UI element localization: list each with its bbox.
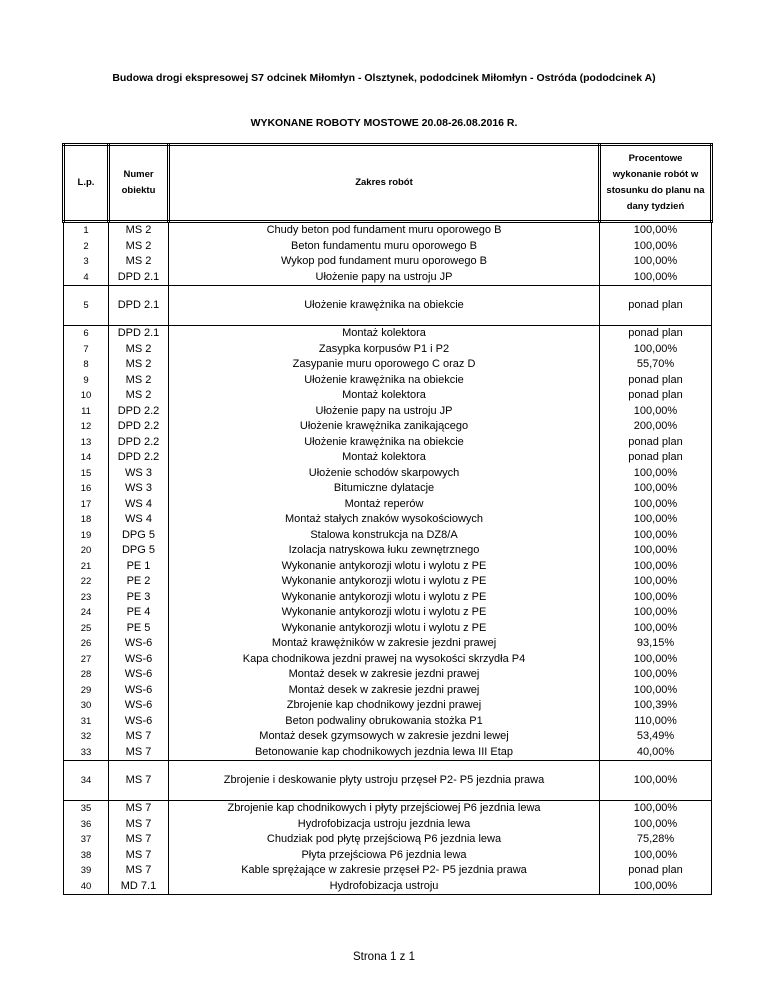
cell-scope: Montaż kolektora bbox=[169, 326, 600, 342]
cell-object-number: WS 4 bbox=[109, 512, 169, 528]
cell-object-number: PE 3 bbox=[109, 590, 169, 606]
cell-lp: 25 bbox=[64, 621, 109, 637]
table-row bbox=[64, 636, 712, 652]
cell-percent: ponad plan bbox=[600, 286, 712, 326]
cell-lp: 11 bbox=[64, 404, 109, 420]
cell-percent: 100,00% bbox=[600, 683, 712, 699]
cell-object-number: MS 2 bbox=[109, 254, 169, 270]
cell-percent: 75,28% bbox=[600, 832, 712, 848]
cell-scope: Beton podwaliny obrukowania stożka P1 bbox=[169, 714, 600, 730]
cell-lp: 34 bbox=[64, 761, 109, 801]
header-object-number: Numer obiektu bbox=[109, 145, 169, 222]
cell-scope: Ułożenie krawężnika na obiekcie bbox=[169, 435, 600, 451]
cell-scope: Chudy beton pod fundament muru oporowego B bbox=[169, 222, 600, 239]
table-row bbox=[64, 512, 712, 528]
cell-object-number: MS 7 bbox=[109, 745, 169, 761]
cell-percent: 100,00% bbox=[600, 497, 712, 513]
cell-percent: 100,00% bbox=[600, 574, 712, 590]
cell-lp: 4 bbox=[64, 270, 109, 286]
cell-scope: Beton fundamentu muru oporowego B bbox=[169, 239, 600, 255]
cell-object-number: MS 7 bbox=[109, 729, 169, 745]
cell-scope: Ułożenie papy na ustroju JP bbox=[169, 404, 600, 420]
cell-object-number: WS-6 bbox=[109, 683, 169, 699]
cell-lp: 10 bbox=[64, 388, 109, 404]
cell-percent: 100,00% bbox=[600, 342, 712, 358]
table-row bbox=[64, 239, 712, 255]
cell-lp: 27 bbox=[64, 652, 109, 668]
table-row bbox=[64, 435, 712, 451]
cell-lp: 38 bbox=[64, 848, 109, 864]
cell-object-number: DPG 5 bbox=[109, 528, 169, 544]
cell-scope: Zbrojenie kap chodnikowy jezdni prawej bbox=[169, 698, 600, 714]
cell-percent: 100,00% bbox=[600, 466, 712, 482]
cell-lp: 39 bbox=[64, 863, 109, 879]
cell-scope: Montaż reperów bbox=[169, 497, 600, 513]
cell-scope: Montaż kolektora bbox=[169, 388, 600, 404]
cell-object-number: MS 7 bbox=[109, 801, 169, 817]
row-group bbox=[64, 222, 712, 286]
document-subtitle: WYKONANE ROBOTY MOSTOWE 20.08-26.08.2016 R. bbox=[250, 117, 518, 129]
cell-percent: 100,00% bbox=[600, 528, 712, 544]
cell-lp: 22 bbox=[64, 574, 109, 590]
cell-object-number: PE 1 bbox=[109, 559, 169, 575]
table-row bbox=[64, 590, 712, 606]
cell-lp: 9 bbox=[64, 373, 109, 389]
cell-percent: 100,00% bbox=[600, 270, 712, 286]
table-row bbox=[64, 419, 712, 435]
table-row bbox=[64, 543, 712, 559]
cell-percent: ponad plan bbox=[600, 326, 712, 342]
cell-scope: Zbrojenie i deskowanie płyty ustroju przęseł P2- P5 jezdnia prawa bbox=[169, 761, 600, 801]
cell-lp: 21 bbox=[64, 559, 109, 575]
cell-percent: 100,00% bbox=[600, 590, 712, 606]
header-percent: Procentowe wykonanie robót w stosunku do planu na dany tydzień bbox=[600, 145, 712, 222]
table-row bbox=[64, 466, 712, 482]
cell-scope: Hydrofobizacja ustroju jezdnia lewa bbox=[169, 817, 600, 833]
table-row bbox=[64, 342, 712, 358]
cell-scope: Bitumiczne dylatacje bbox=[169, 481, 600, 497]
cell-lp: 28 bbox=[64, 667, 109, 683]
cell-object-number: WS-6 bbox=[109, 652, 169, 668]
cell-object-number: MS 7 bbox=[109, 848, 169, 864]
cell-percent: 100,00% bbox=[600, 605, 712, 621]
cell-scope: Hydrofobizacja ustroju bbox=[169, 879, 600, 895]
cell-lp: 14 bbox=[64, 450, 109, 466]
document-title: Budowa drogi ekspresowej S7 odcinek Miłomłyn - Olsztynek, pododcinek Miłomłyn - Ostróda (pododcinek A) bbox=[112, 72, 656, 84]
cell-percent: 100,00% bbox=[600, 481, 712, 497]
cell-scope: Kable sprężające w zakresie przęseł P2- P5 jezdnia prawa bbox=[169, 863, 600, 879]
cell-scope: Betonowanie kap chodnikowych jezdnia lewa III Etap bbox=[169, 745, 600, 761]
cell-scope: Wykonanie antykorozji wlotu i wylotu z PE bbox=[169, 621, 600, 637]
cell-percent: 100,00% bbox=[600, 543, 712, 559]
table-row bbox=[64, 848, 712, 864]
cell-lp: 40 bbox=[64, 879, 109, 895]
cell-lp: 36 bbox=[64, 817, 109, 833]
cell-percent: ponad plan bbox=[600, 863, 712, 879]
table-row bbox=[64, 404, 712, 420]
cell-object-number: DPD 2.2 bbox=[109, 419, 169, 435]
cell-scope: Wykonanie antykorozji wlotu i wylotu z PE bbox=[169, 574, 600, 590]
table-row bbox=[64, 729, 712, 745]
cell-lp: 13 bbox=[64, 435, 109, 451]
cell-percent: ponad plan bbox=[600, 373, 712, 389]
cell-scope: Wykonanie antykorozji wlotu i wylotu z PE bbox=[169, 605, 600, 621]
works-table bbox=[62, 143, 713, 895]
cell-scope: Zasypka korpusów P1 i P2 bbox=[169, 342, 600, 358]
cell-object-number: PE 5 bbox=[109, 621, 169, 637]
table-row bbox=[64, 254, 712, 270]
cell-percent: 100,00% bbox=[600, 667, 712, 683]
cell-percent: 100,00% bbox=[600, 404, 712, 420]
cell-object-number: WS-6 bbox=[109, 667, 169, 683]
cell-object-number: DPD 2.1 bbox=[109, 270, 169, 286]
table-row bbox=[64, 761, 712, 801]
cell-object-number: WS 3 bbox=[109, 466, 169, 482]
cell-scope: Ułożenie krawężnika na obiekcie bbox=[169, 286, 600, 326]
cell-percent: 100,00% bbox=[600, 801, 712, 817]
table-row bbox=[64, 801, 712, 817]
cell-object-number: MS 2 bbox=[109, 342, 169, 358]
cell-percent: 100,00% bbox=[600, 512, 712, 528]
cell-lp: 1 bbox=[64, 222, 109, 239]
cell-scope: Zasypanie muru oporowego C oraz D bbox=[169, 357, 600, 373]
table-row bbox=[64, 621, 712, 637]
cell-lp: 2 bbox=[64, 239, 109, 255]
cell-percent: 100,00% bbox=[600, 879, 712, 895]
cell-lp: 8 bbox=[64, 357, 109, 373]
cell-lp: 7 bbox=[64, 342, 109, 358]
cell-scope: Ułożenie papy na ustroju JP bbox=[169, 270, 600, 286]
cell-object-number: DPD 2.2 bbox=[109, 404, 169, 420]
cell-percent: 100,00% bbox=[600, 817, 712, 833]
cell-lp: 32 bbox=[64, 729, 109, 745]
header-scope: Zakres robót bbox=[169, 145, 600, 222]
table-row bbox=[64, 683, 712, 699]
cell-object-number: WS 3 bbox=[109, 481, 169, 497]
table-row bbox=[64, 270, 712, 286]
row-group bbox=[64, 801, 712, 895]
cell-object-number: MS 7 bbox=[109, 761, 169, 801]
cell-object-number: DPD 2.1 bbox=[109, 326, 169, 342]
cell-scope: Ułożenie krawężnika na obiekcie bbox=[169, 373, 600, 389]
cell-object-number: PE 4 bbox=[109, 605, 169, 621]
table-row bbox=[64, 698, 712, 714]
cell-percent: 40,00% bbox=[600, 745, 712, 761]
cell-scope: Montaż desek w zakresie jezdni prawej bbox=[169, 667, 600, 683]
page-footer: Strona 1 z 1 bbox=[352, 951, 415, 963]
row-group bbox=[64, 326, 712, 761]
cell-lp: 16 bbox=[64, 481, 109, 497]
cell-percent: 100,00% bbox=[600, 254, 712, 270]
table-row bbox=[64, 373, 712, 389]
cell-object-number: MS 2 bbox=[109, 239, 169, 255]
cell-scope: Ułożenie krawężnika zanikającego bbox=[169, 419, 600, 435]
table-row bbox=[64, 667, 712, 683]
row-group bbox=[64, 286, 712, 326]
table-row bbox=[64, 559, 712, 575]
cell-scope: Izolacja natryskowa łuku zewnętrznego bbox=[169, 543, 600, 559]
cell-percent: 100,00% bbox=[600, 559, 712, 575]
table-header bbox=[64, 145, 712, 222]
cell-object-number: MD 7.1 bbox=[109, 879, 169, 895]
cell-scope: Wykop pod fundament muru oporowego B bbox=[169, 254, 600, 270]
cell-percent: ponad plan bbox=[600, 435, 712, 451]
cell-object-number: DPD 2.2 bbox=[109, 450, 169, 466]
cell-lp: 3 bbox=[64, 254, 109, 270]
table-row bbox=[64, 745, 712, 761]
cell-lp: 6 bbox=[64, 326, 109, 342]
cell-percent: 100,00% bbox=[600, 761, 712, 801]
table-row bbox=[64, 652, 712, 668]
table-row bbox=[64, 222, 712, 239]
cell-scope: Ułożenie schodów skarpowych bbox=[169, 466, 600, 482]
cell-lp: 17 bbox=[64, 497, 109, 513]
cell-object-number: PE 2 bbox=[109, 574, 169, 590]
cell-lp: 37 bbox=[64, 832, 109, 848]
cell-percent: 100,00% bbox=[600, 239, 712, 255]
cell-percent: 200,00% bbox=[600, 419, 712, 435]
table-row bbox=[64, 863, 712, 879]
table-row bbox=[64, 879, 712, 895]
table-row bbox=[64, 481, 712, 497]
cell-object-number: WS-6 bbox=[109, 714, 169, 730]
cell-percent: ponad plan bbox=[600, 388, 712, 404]
cell-percent: 100,00% bbox=[600, 652, 712, 668]
cell-object-number: DPD 2.2 bbox=[109, 435, 169, 451]
cell-scope: Wykonanie antykorozji wlotu i wylotu z PE bbox=[169, 559, 600, 575]
cell-scope: Montaż krawężników w zakresie jezdni prawej bbox=[169, 636, 600, 652]
cell-scope: Montaż kolektora bbox=[169, 450, 600, 466]
cell-lp: 15 bbox=[64, 466, 109, 482]
cell-lp: 35 bbox=[64, 801, 109, 817]
cell-object-number: WS-6 bbox=[109, 698, 169, 714]
cell-object-number: DPD 2.1 bbox=[109, 286, 169, 326]
cell-scope: Kapa chodnikowa jezdni prawej na wysokości skrzydła P4 bbox=[169, 652, 600, 668]
cell-object-number: MS 7 bbox=[109, 832, 169, 848]
cell-object-number: WS-6 bbox=[109, 636, 169, 652]
cell-percent: 100,39% bbox=[600, 698, 712, 714]
table-row bbox=[64, 497, 712, 513]
cell-scope: Zbrojenie kap chodnikowych i płyty przejściowej P6 jezdnia lewa bbox=[169, 801, 600, 817]
cell-scope: Wykonanie antykorozji wlotu i wylotu z PE bbox=[169, 590, 600, 606]
cell-lp: 18 bbox=[64, 512, 109, 528]
cell-scope: Płyta przejściowa P6 jezdnia lewa bbox=[169, 848, 600, 864]
cell-object-number: WS 4 bbox=[109, 497, 169, 513]
table-row bbox=[64, 450, 712, 466]
cell-scope: Chudziak pod płytę przejściową P6 jezdnia lewa bbox=[169, 832, 600, 848]
cell-lp: 23 bbox=[64, 590, 109, 606]
cell-scope: Montaż desek w zakresie jezdni prawej bbox=[169, 683, 600, 699]
cell-lp: 19 bbox=[64, 528, 109, 544]
cell-scope: Montaż stałych znaków wysokościowych bbox=[169, 512, 600, 528]
table-row bbox=[64, 817, 712, 833]
cell-lp: 31 bbox=[64, 714, 109, 730]
cell-object-number: MS 2 bbox=[109, 222, 169, 239]
table-row bbox=[64, 605, 712, 621]
cell-percent: ponad plan bbox=[600, 450, 712, 466]
cell-percent: 55,70% bbox=[600, 357, 712, 373]
cell-scope: Montaż desek gzymsowych w zakresie jezdni lewej bbox=[169, 729, 600, 745]
row-group bbox=[64, 761, 712, 801]
cell-lp: 30 bbox=[64, 698, 109, 714]
cell-lp: 20 bbox=[64, 543, 109, 559]
table-row bbox=[64, 326, 712, 342]
cell-lp: 24 bbox=[64, 605, 109, 621]
table-row bbox=[64, 528, 712, 544]
cell-lp: 26 bbox=[64, 636, 109, 652]
cell-lp: 5 bbox=[64, 286, 109, 326]
table-row bbox=[64, 286, 712, 326]
cell-lp: 12 bbox=[64, 419, 109, 435]
table-row bbox=[64, 714, 712, 730]
cell-percent: 110,00% bbox=[600, 714, 712, 730]
cell-percent: 100,00% bbox=[600, 222, 712, 239]
cell-percent: 93,15% bbox=[600, 636, 712, 652]
table-row bbox=[64, 357, 712, 373]
table-row bbox=[64, 832, 712, 848]
table-row bbox=[64, 388, 712, 404]
cell-percent: 100,00% bbox=[600, 621, 712, 637]
cell-object-number: MS 7 bbox=[109, 863, 169, 879]
cell-percent: 100,00% bbox=[600, 848, 712, 864]
cell-lp: 29 bbox=[64, 683, 109, 699]
cell-scope: Stalowa konstrukcja na DZ8/A bbox=[169, 528, 600, 544]
cell-lp: 33 bbox=[64, 745, 109, 761]
cell-object-number: MS 2 bbox=[109, 357, 169, 373]
cell-object-number: DPG 5 bbox=[109, 543, 169, 559]
cell-percent: 53,49% bbox=[600, 729, 712, 745]
cell-object-number: MS 2 bbox=[109, 373, 169, 389]
cell-object-number: MS 7 bbox=[109, 817, 169, 833]
table-row bbox=[64, 574, 712, 590]
cell-object-number: MS 2 bbox=[109, 388, 169, 404]
header-lp: L.p. bbox=[64, 145, 109, 222]
